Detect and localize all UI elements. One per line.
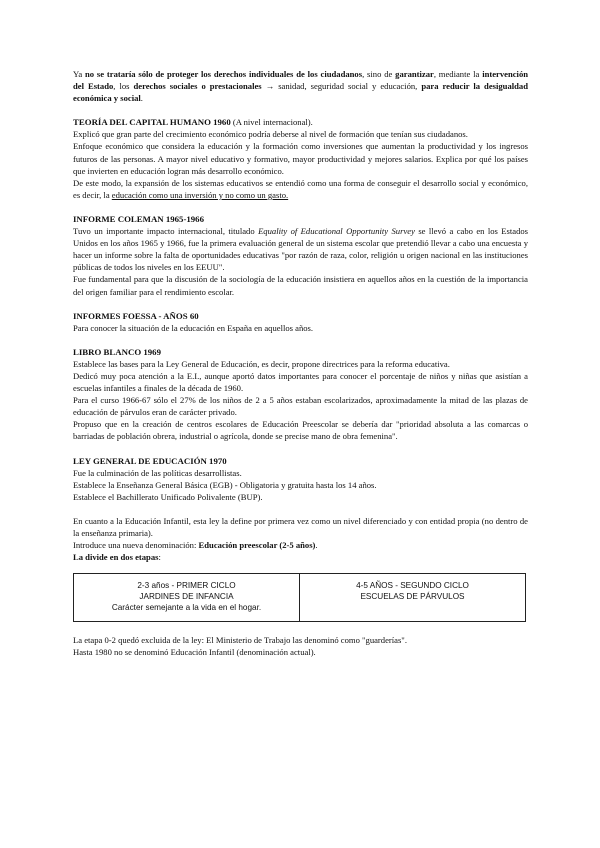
foessa-paragraph-1: Para conocer la situación de la educación en España en aquellos años.	[73, 322, 314, 333]
ley-paragraph-1: Fue la culminación de las políticas desarrollistas.	[73, 467, 242, 478]
stage-first-description: Carácter semejante a la vida en el hogar.	[111, 603, 262, 613]
ley-paragraph-2: Establece la Enseñanza General Básica (EGB) - Obligatoria y gratuita hasta los 14 años.	[73, 479, 377, 490]
ley-paragraph-4: En cuanto a la Educación Infantil, esta ley la define por primera vez como un nivel diferenciado y con entidad propia (no dentro de la enseñanza primaria).	[73, 515, 528, 538]
capital-paragraph-2: Enfoque económico que considera la educación y la formación como inversiones que aumentan la productividad y los ingresos futuros de las personas. A mayor nivel educativo y formativo, mayor productividad y mejores salarios. Explica por qué los países que invierten en educación logran más desarrollo económico.	[73, 141, 528, 176]
ley-paragraph-5: Introduce una nueva denominación: Educación preescolar (2-5 años).	[73, 540, 318, 551]
stage-cell-second	[300, 574, 526, 622]
libro-paragraph-4: Propuso que en la creación de centros escolares de Educación Preescolar se debería dar "prioridad absoluta a las comarcas o barriadas de población obrera, industrial o agrícola, donde se precise mano de obra femenina".	[73, 419, 528, 442]
stages-row	[74, 574, 526, 622]
section-heading-coleman: INFORME COLEMAN 1965-1966	[73, 213, 204, 224]
libro-paragraph-1: Establece las bases para la Ley General de Educación, es decir, propone directrices para la reforma educativa.	[73, 358, 450, 369]
intro-paragraph: Ya no se trataría sólo de proteger los derechos individuales de los ciudadanos, sino de garantizar, mediante la intervención del Estado, los derechos sociales o prestacionales → sanidad, seguridad social y educación, para reducir la desigualdad económica y social.	[73, 69, 529, 104]
section-heading-ley-general: LEY GENERAL DE EDUCACIÓN 1970	[73, 455, 227, 466]
closing-paragraph-2: Hasta 1980 no se denominó Educación Infantil (denominación actual).	[73, 647, 316, 658]
ley-paragraph-6: La divide en dos etapas:	[73, 552, 161, 563]
stages-table	[73, 573, 526, 622]
coleman-paragraph-2: Fue fundamental para que la discusión de la sociología de la educación insistiera en aquellos años en la cuestión de la importancia del origen familiar para el rendimiento escolar.	[73, 274, 528, 297]
stage-first-title: 2-3 años - PRIMER CICLO	[137, 581, 236, 591]
document-page	[73, 68, 528, 658]
stage-second-title: 4-5 AÑOS - SEGUNDO CICLO	[356, 581, 469, 591]
section-heading-libro-blanco: LIBRO BLANCO 1969	[73, 346, 161, 357]
stage-cell-first	[74, 574, 300, 622]
closing-paragraph-1: La etapa 0-2 quedó excluida de la ley: El Ministerio de Trabajo las denominó como "guarderías".	[73, 635, 407, 646]
ley-paragraph-3: Establece el Bachillerato Unificado Polivalente (BUP).	[73, 491, 263, 502]
coleman-paragraph-1: Tuvo un importante impacto internacional, titulado Equality of Educational Opportunity Survey se llevó a cabo en los Estados Unidos en los años 1965 y 1966, fue la primera evaluación general de un sistema escolar que pretendió llevar a cabo una encuesta y hacer un informe sobre la falta de oportunidades educativas "por razón de raza, color, religión u origen nacional en las instituciones públicas de todos los niveles en los EEUU".	[73, 226, 529, 273]
stage-second-centre: ESCUELAS DE PÁRVULOS	[360, 592, 465, 602]
libro-paragraph-2: Dedicó muy poca atención a la E.I., aunque aportó datos importantes para conocer el porcentaje de niños y niñas que asistían a escuelas infantiles a finales de la década de 1960.	[73, 370, 528, 394]
capital-paragraph-3: De este modo, la expansión de los sistemas educativos se entendió como una forma de conseguir el desarrollo social y económico, es decir, la educación como una inversión y no como un gasto.	[73, 177, 528, 200]
stage-first-centre: JARDINES DE INFANCIA	[139, 592, 234, 602]
libro-paragraph-3: Para el curso 1966-67 sólo el 27% de los niños de 2 a 5 años estaban escolarizados, aproximadamente la mitad de las plazas de educación de párvulos eran de carácter privado.	[73, 395, 528, 418]
capital-paragraph-1: Explicó que gran parte del crecimiento económico podría deberse al nivel de formación que tenían sus ciudadanos.	[73, 129, 468, 140]
section-heading-capital: TEORÍA DEL CAPITAL HUMANO 1960 (A nivel internacional).	[73, 117, 313, 128]
section-heading-foessa: INFORMES FOESSA - AÑOS 60	[73, 310, 199, 321]
